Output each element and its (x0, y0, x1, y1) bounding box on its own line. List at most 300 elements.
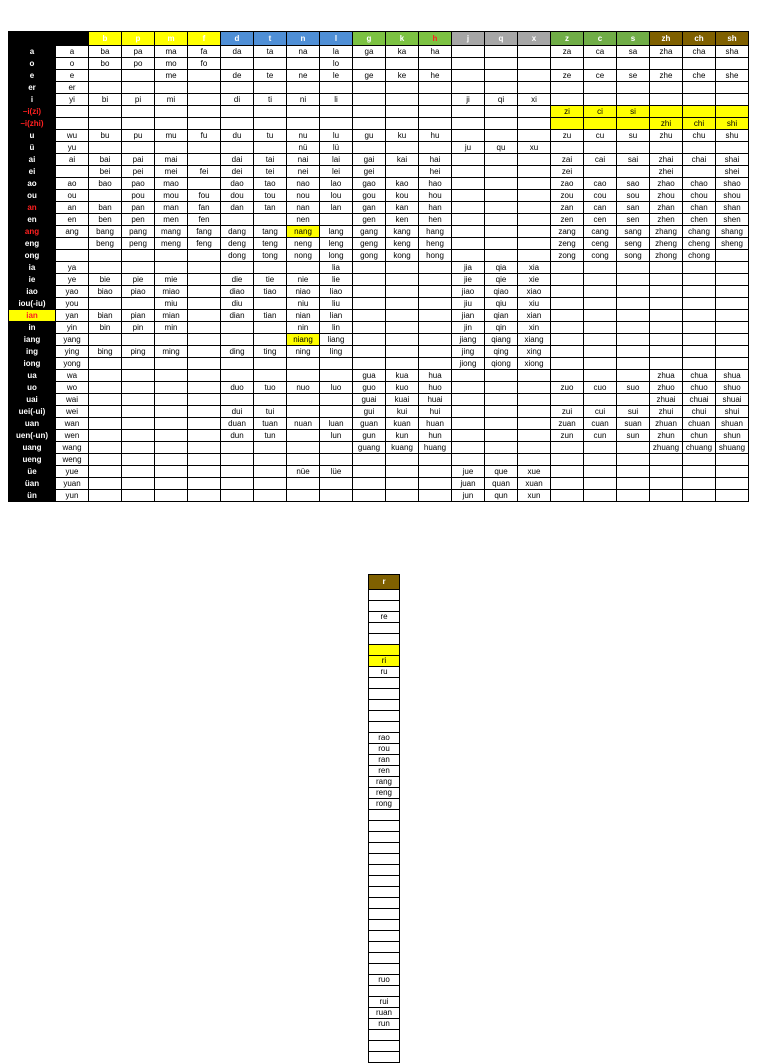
syllable-cell (188, 466, 221, 478)
final-row (9, 178, 749, 190)
syllable-cell: zhuai (650, 394, 683, 406)
syllable-cell: kao (386, 178, 419, 190)
syllable-cell: yin (56, 322, 89, 334)
initial-header-zh: zh (650, 32, 683, 46)
syllable-cell: dun (221, 430, 254, 442)
syllable-cell (584, 310, 617, 322)
syllable-cell (683, 142, 716, 154)
syllable-cell (254, 442, 287, 454)
syllable-cell (518, 406, 551, 418)
syllable-cell (452, 442, 485, 454)
syllable-cell (584, 166, 617, 178)
syllable-cell (617, 358, 650, 370)
syllable-cell: ou (56, 190, 89, 202)
syllable-cell: diao (221, 286, 254, 298)
syllable-cell (89, 382, 122, 394)
syllable-cell (452, 382, 485, 394)
syllable-cell (518, 382, 551, 394)
syllable-cell: tong (254, 250, 287, 262)
syllable-cell: lao (320, 178, 353, 190)
syllable-cell (584, 466, 617, 478)
syllable-cell (89, 418, 122, 430)
r-syllable-cell: reng (369, 788, 400, 799)
syllable-cell (221, 334, 254, 346)
syllable-cell: hun (419, 430, 452, 442)
syllable-cell (56, 250, 89, 262)
syllable-cell: ang (56, 226, 89, 238)
syllable-cell: pa (122, 46, 155, 58)
syllable-cell: hai (419, 154, 452, 166)
syllable-cell: zhuo (650, 382, 683, 394)
syllable-cell (617, 478, 650, 490)
final-label: u (9, 130, 56, 142)
syllable-cell (716, 346, 749, 358)
syllable-cell: kuai (386, 394, 419, 406)
syllable-cell (650, 106, 683, 118)
syllable-cell: cai (584, 154, 617, 166)
syllable-cell (650, 94, 683, 106)
final-row (9, 82, 749, 94)
syllable-cell: mang (155, 226, 188, 238)
syllable-cell (617, 58, 650, 70)
syllable-cell: zhui (650, 406, 683, 418)
syllable-cell (89, 454, 122, 466)
syllable-cell (254, 490, 287, 502)
syllable-cell: zei (551, 166, 584, 178)
syllable-cell: gun (353, 430, 386, 442)
syllable-cell: guo (353, 382, 386, 394)
syllable-cell: cou (584, 190, 617, 202)
final-row (9, 442, 749, 454)
syllable-cell (287, 58, 320, 70)
syllable-cell: si (617, 106, 650, 118)
syllable-cell: xi (518, 94, 551, 106)
syllable-cell (56, 238, 89, 250)
pinyin-table (8, 31, 749, 502)
syllable-cell (650, 478, 683, 490)
syllable-cell: er (56, 82, 89, 94)
syllable-cell (188, 394, 221, 406)
syllable-cell: jun (452, 490, 485, 502)
syllable-cell (716, 286, 749, 298)
final-label: uei(-ui) (9, 406, 56, 418)
syllable-cell: yu (56, 142, 89, 154)
syllable-cell: tui (254, 406, 287, 418)
syllable-cell: chuan (683, 418, 716, 430)
syllable-cell: guang (353, 442, 386, 454)
syllable-cell: ma (155, 46, 188, 58)
syllable-cell: tai (254, 154, 287, 166)
final-label: –i(zi) (9, 106, 56, 118)
syllable-cell (485, 250, 518, 262)
syllable-cell (518, 454, 551, 466)
syllable-cell (56, 166, 89, 178)
syllable-cell (617, 82, 650, 94)
syllable-cell: duo (221, 382, 254, 394)
final-label: iong (9, 358, 56, 370)
syllable-cell: cuo (584, 382, 617, 394)
syllable-cell: heng (419, 238, 452, 250)
syllable-cell: kua (386, 370, 419, 382)
final-row (9, 406, 749, 418)
syllable-cell (683, 322, 716, 334)
syllable-cell: you (56, 298, 89, 310)
syllable-cell (353, 358, 386, 370)
syllable-cell: beng (89, 238, 122, 250)
final-row (9, 226, 749, 238)
syllable-cell (650, 274, 683, 286)
r-syllable-cell (369, 898, 400, 909)
syllable-cell (386, 310, 419, 322)
syllable-cell: wei (56, 406, 89, 418)
syllable-cell (584, 442, 617, 454)
syllable-cell: tuan (254, 418, 287, 430)
syllable-cell (122, 430, 155, 442)
syllable-cell: ze (551, 70, 584, 82)
syllable-cell: fa (188, 46, 221, 58)
syllable-cell (155, 82, 188, 94)
syllable-cell: zhao (650, 178, 683, 190)
syllable-cell: qian (485, 310, 518, 322)
syllable-cell (683, 334, 716, 346)
syllable-cell (683, 454, 716, 466)
syllable-cell (518, 226, 551, 238)
final-label: en (9, 214, 56, 226)
syllable-cell (617, 490, 650, 502)
syllable-cell (551, 490, 584, 502)
syllable-cell: song (617, 250, 650, 262)
syllable-cell: an (56, 202, 89, 214)
syllable-cell: shuang (716, 442, 749, 454)
syllable-cell: mo (155, 58, 188, 70)
syllable-cell: fen (188, 214, 221, 226)
syllable-cell (617, 274, 650, 286)
syllable-cell: sao (617, 178, 650, 190)
initial-header-sh: sh (716, 32, 749, 46)
syllable-cell (122, 418, 155, 430)
syllable-cell: zu (551, 130, 584, 142)
syllable-cell (584, 490, 617, 502)
r-syllable-cell (369, 645, 400, 656)
syllable-cell: chai (683, 154, 716, 166)
syllable-cell (452, 190, 485, 202)
syllable-cell (221, 358, 254, 370)
syllable-cell: nü (287, 142, 320, 154)
syllable-cell: ping (122, 346, 155, 358)
syllable-cell (254, 142, 287, 154)
syllable-cell (89, 262, 122, 274)
syllable-cell (254, 58, 287, 70)
syllable-cell: nen (287, 214, 320, 226)
syllable-cell: lian (320, 310, 353, 322)
syllable-cell (650, 310, 683, 322)
syllable-cell (353, 454, 386, 466)
syllable-cell: dai (221, 154, 254, 166)
syllable-cell (650, 346, 683, 358)
syllable-cell: shao (716, 178, 749, 190)
final-row (9, 250, 749, 262)
r-syllable-cell (369, 832, 400, 843)
syllable-cell: xiao (518, 286, 551, 298)
syllable-cell (353, 142, 386, 154)
syllable-cell (287, 406, 320, 418)
syllable-cell: yun (56, 490, 89, 502)
syllable-cell (584, 478, 617, 490)
syllable-cell: shan (716, 202, 749, 214)
syllable-cell (221, 442, 254, 454)
syllable-cell (485, 394, 518, 406)
syllable-cell: yan (56, 310, 89, 322)
final-label: ueng (9, 454, 56, 466)
syllable-cell: jiao (452, 286, 485, 298)
syllable-cell (617, 94, 650, 106)
final-row (9, 478, 749, 490)
syllable-cell (320, 106, 353, 118)
syllable-cell (122, 250, 155, 262)
final-label: ün (9, 490, 56, 502)
syllable-cell (584, 346, 617, 358)
syllable-cell (584, 142, 617, 154)
syllable-cell (221, 322, 254, 334)
r-syllable-cell: rui (369, 997, 400, 1008)
syllable-cell (386, 166, 419, 178)
syllable-cell: zhuang (650, 442, 683, 454)
syllable-cell (287, 442, 320, 454)
syllable-cell (452, 226, 485, 238)
syllable-cell (122, 358, 155, 370)
syllable-cell (353, 478, 386, 490)
syllable-cell: sheng (716, 238, 749, 250)
syllable-cell: gan (353, 202, 386, 214)
syllable-cell: lai (320, 154, 353, 166)
syllable-cell: qin (485, 322, 518, 334)
syllable-cell: shei (716, 166, 749, 178)
syllable-cell (353, 274, 386, 286)
syllable-cell: lei (320, 166, 353, 178)
r-syllable-cell: rong (369, 799, 400, 810)
syllable-cell: zhuan (650, 418, 683, 430)
final-label: a (9, 46, 56, 58)
syllable-cell (353, 82, 386, 94)
syllable-cell: lin (320, 322, 353, 334)
syllable-cell (650, 142, 683, 154)
syllable-cell (122, 298, 155, 310)
syllable-cell: sha (716, 46, 749, 58)
initial-header-z: z (551, 32, 584, 46)
syllable-cell (617, 370, 650, 382)
syllable-cell (617, 298, 650, 310)
syllable-cell: zun (551, 430, 584, 442)
syllable-cell (485, 190, 518, 202)
r-syllable-cell (369, 689, 400, 700)
syllable-cell (551, 82, 584, 94)
syllable-cell (122, 478, 155, 490)
syllable-cell: lie (320, 274, 353, 286)
syllable-cell (287, 82, 320, 94)
syllable-cell: chuang (683, 442, 716, 454)
syllable-cell (155, 334, 188, 346)
syllable-cell: man (155, 202, 188, 214)
syllable-cell: gou (353, 190, 386, 202)
syllable-cell: huan (419, 418, 452, 430)
syllable-cell: quan (485, 478, 518, 490)
syllable-cell: hen (419, 214, 452, 226)
syllable-cell (122, 262, 155, 274)
syllable-cell (683, 478, 716, 490)
syllable-cell: zhe (650, 70, 683, 82)
syllable-cell: xiu (518, 298, 551, 310)
syllable-cell: qie (485, 274, 518, 286)
r-syllable-cell (369, 722, 400, 733)
syllable-cell: jie (452, 274, 485, 286)
syllable-cell: shui (716, 406, 749, 418)
r-syllable-cell (369, 700, 400, 711)
syllable-cell: geng (353, 238, 386, 250)
syllable-cell: xia (518, 262, 551, 274)
initial-header-k: k (386, 32, 419, 46)
syllable-cell: dao (221, 178, 254, 190)
syllable-cell (122, 370, 155, 382)
syllable-cell: sui (617, 406, 650, 418)
syllable-cell: e (56, 70, 89, 82)
header-corner (9, 32, 56, 46)
syllable-cell (221, 394, 254, 406)
syllable-cell (56, 118, 89, 130)
syllable-cell (452, 130, 485, 142)
final-row (9, 346, 749, 358)
syllable-cell (518, 370, 551, 382)
syllable-cell: min (155, 322, 188, 334)
syllable-cell (617, 310, 650, 322)
syllable-cell (89, 442, 122, 454)
final-label: er (9, 82, 56, 94)
r-syllable-cell: ren (369, 766, 400, 777)
syllable-cell (683, 262, 716, 274)
syllable-cell (188, 418, 221, 430)
syllable-cell (485, 382, 518, 394)
syllable-cell: du (221, 130, 254, 142)
r-syllable-cell (369, 876, 400, 887)
syllable-cell (518, 394, 551, 406)
syllable-cell: dong (221, 250, 254, 262)
syllable-cell: xuan (518, 478, 551, 490)
syllable-cell: cuan (584, 418, 617, 430)
syllable-cell: zhen (650, 214, 683, 226)
initial-header-j: j (452, 32, 485, 46)
syllable-cell (89, 106, 122, 118)
syllable-cell: wen (56, 430, 89, 442)
syllable-cell: nang (287, 226, 320, 238)
syllable-cell: niao (287, 286, 320, 298)
syllable-cell (485, 238, 518, 250)
syllable-cell: piao (122, 286, 155, 298)
syllable-cell: zang (551, 226, 584, 238)
final-row (9, 58, 749, 70)
syllable-cell (551, 394, 584, 406)
syllable-cell (89, 250, 122, 262)
syllable-cell: me (155, 70, 188, 82)
final-row (9, 286, 749, 298)
syllable-cell (155, 382, 188, 394)
syllable-cell (122, 406, 155, 418)
syllable-cell: pi (122, 94, 155, 106)
syllable-cell (617, 118, 650, 130)
syllable-cell: ju (452, 142, 485, 154)
syllable-cell: tei (254, 166, 287, 178)
syllable-cell: ha (419, 46, 452, 58)
syllable-cell: ao (56, 178, 89, 190)
syllable-cell: sai (617, 154, 650, 166)
final-row (9, 334, 749, 346)
syllable-cell: cui (584, 406, 617, 418)
syllable-cell (617, 466, 650, 478)
syllable-cell: hua (419, 370, 452, 382)
syllable-cell (419, 286, 452, 298)
syllable-cell (287, 262, 320, 274)
syllable-cell: ken (386, 214, 419, 226)
final-row (9, 154, 749, 166)
syllable-cell: gui (353, 406, 386, 418)
syllable-cell (716, 322, 749, 334)
final-label: uen(-un) (9, 430, 56, 442)
syllable-cell (386, 466, 419, 478)
syllable-cell (419, 298, 452, 310)
syllable-cell (188, 382, 221, 394)
syllable-cell: shi (716, 118, 749, 130)
syllable-cell: juan (452, 478, 485, 490)
syllable-cell (419, 118, 452, 130)
syllable-cell: shuo (716, 382, 749, 394)
syllable-cell: qiu (485, 298, 518, 310)
syllable-cell (716, 262, 749, 274)
syllable-cell (419, 454, 452, 466)
syllable-cell (716, 94, 749, 106)
final-row (9, 466, 749, 478)
syllable-cell (320, 394, 353, 406)
syllable-cell (518, 178, 551, 190)
syllable-cell: zhou (650, 190, 683, 202)
syllable-cell (287, 490, 320, 502)
syllable-cell: ban (89, 202, 122, 214)
syllable-cell (89, 466, 122, 478)
syllable-cell (452, 454, 485, 466)
syllable-cell (386, 274, 419, 286)
syllable-cell: nei (287, 166, 320, 178)
syllable-cell: teng (254, 238, 287, 250)
syllable-cell: biao (89, 286, 122, 298)
syllable-cell (386, 118, 419, 130)
r-syllable-cell (369, 843, 400, 854)
syllable-cell (221, 106, 254, 118)
syllable-cell: bang (89, 226, 122, 238)
syllable-cell (650, 322, 683, 334)
syllable-cell: pou (122, 190, 155, 202)
r-syllable-cell (369, 711, 400, 722)
syllable-cell: di (221, 94, 254, 106)
syllable-cell: mei (155, 166, 188, 178)
syllable-cell: fo (188, 58, 221, 70)
syllable-cell (683, 106, 716, 118)
syllable-cell (518, 250, 551, 262)
syllable-cell: nan (287, 202, 320, 214)
syllable-cell (122, 106, 155, 118)
syllable-cell (716, 490, 749, 502)
syllable-cell (683, 166, 716, 178)
syllable-cell (386, 358, 419, 370)
final-row (9, 454, 749, 466)
syllable-cell (452, 118, 485, 130)
syllable-cell (584, 370, 617, 382)
